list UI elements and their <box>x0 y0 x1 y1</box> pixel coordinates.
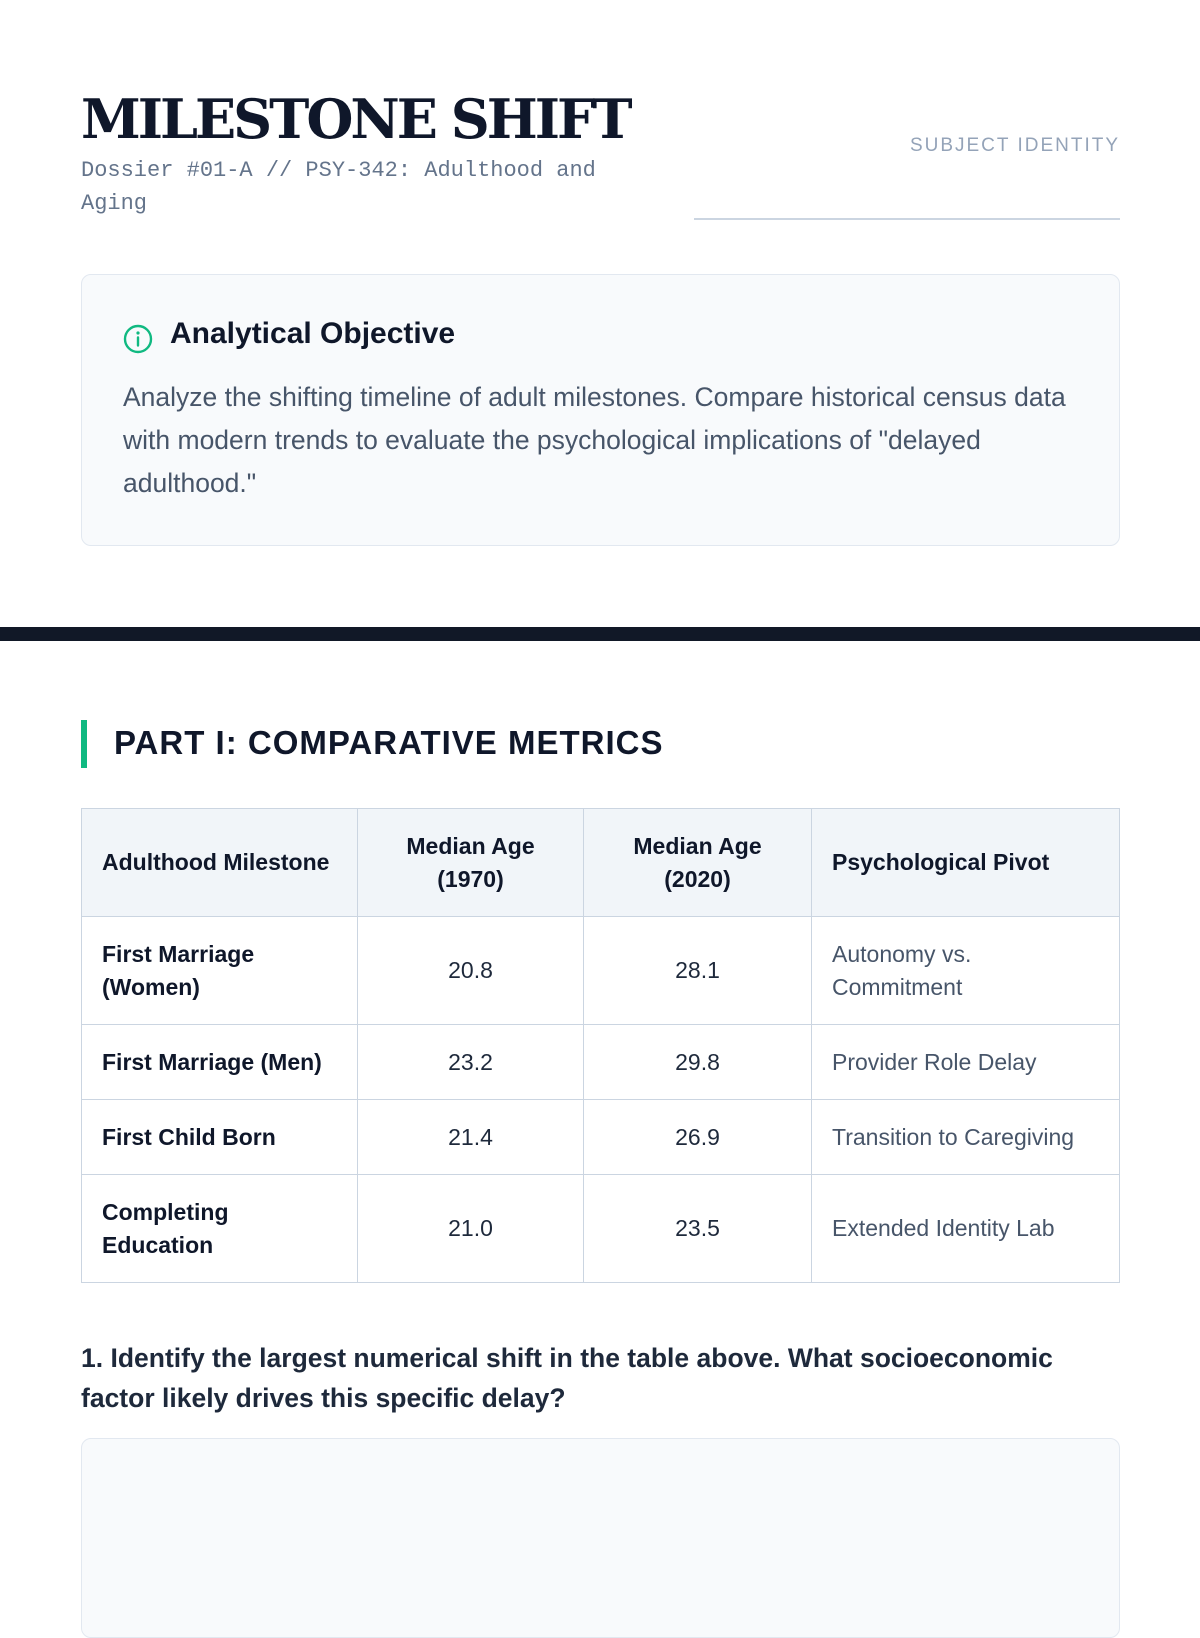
cell-pivot: Autonomy vs. Commitment <box>812 917 1120 1025</box>
cell-milestone: First Marriage (Men) <box>82 1025 358 1100</box>
section-divider <box>0 627 1200 641</box>
cell-milestone: First Child Born <box>82 1100 358 1175</box>
cell-age-1970: 20.8 <box>358 917 584 1025</box>
cell-age-1970: 21.4 <box>358 1100 584 1175</box>
info-circle-icon <box>123 324 153 354</box>
table-header-row <box>82 809 1120 917</box>
subject-identity-field[interactable] <box>694 218 1120 220</box>
objective-text: Analyze the shifting timeline of adult milestones. Compare historical census data with modern trends to evaluate the psychological implications of "delayed adulthood." <box>123 382 1066 498</box>
table-row <box>82 1100 1120 1175</box>
cell-age-2020: 28.1 <box>584 917 812 1025</box>
subject-identity-label: SUBJECT IDENTITY <box>909 135 1120 156</box>
objective-card <box>81 274 1120 546</box>
page-header <box>81 80 1120 220</box>
cell-milestone: Completing Education <box>82 1175 358 1283</box>
page-title: MILESTONE SHIFT <box>81 87 630 151</box>
cell-pivot: Provider Role Delay <box>812 1025 1120 1100</box>
column-header-2020: Median Age (2020) <box>584 809 812 917</box>
cell-age-1970: 23.2 <box>358 1025 584 1100</box>
cell-pivot: Extended Identity Lab <box>812 1175 1120 1283</box>
question-1: 1. Identify the largest numerical shift in the table above. What socioeconomic factor likely drives this specific delay? <box>81 1343 1053 1413</box>
cell-age-2020: 26.9 <box>584 1100 812 1175</box>
heading-accent-bar <box>81 720 87 768</box>
column-header-milestone: Adulthood Milestone <box>82 809 358 917</box>
answer-box-1[interactable] <box>81 1438 1120 1638</box>
table-row <box>82 917 1120 1025</box>
part-1-title: PART I: COMPARATIVE METRICS <box>114 724 664 761</box>
dossier-subtitle: Dossier #01-A // PSY-342: Adulthood and Aging <box>81 158 596 216</box>
cell-age-2020: 29.8 <box>584 1025 812 1100</box>
cell-pivot: Transition to Caregiving <box>812 1100 1120 1175</box>
cell-age-1970: 21.0 <box>358 1175 584 1283</box>
column-header-1970: Median Age (1970) <box>358 809 584 917</box>
comparative-metrics-table <box>81 808 1120 1283</box>
table-row <box>82 1025 1120 1100</box>
cell-age-2020: 23.5 <box>584 1175 812 1283</box>
objective-title: Analytical Objective <box>170 317 456 350</box>
table-row <box>82 1175 1120 1283</box>
column-header-pivot: Psychological Pivot <box>812 809 1120 917</box>
cell-milestone: First Marriage (Women) <box>82 917 358 1025</box>
